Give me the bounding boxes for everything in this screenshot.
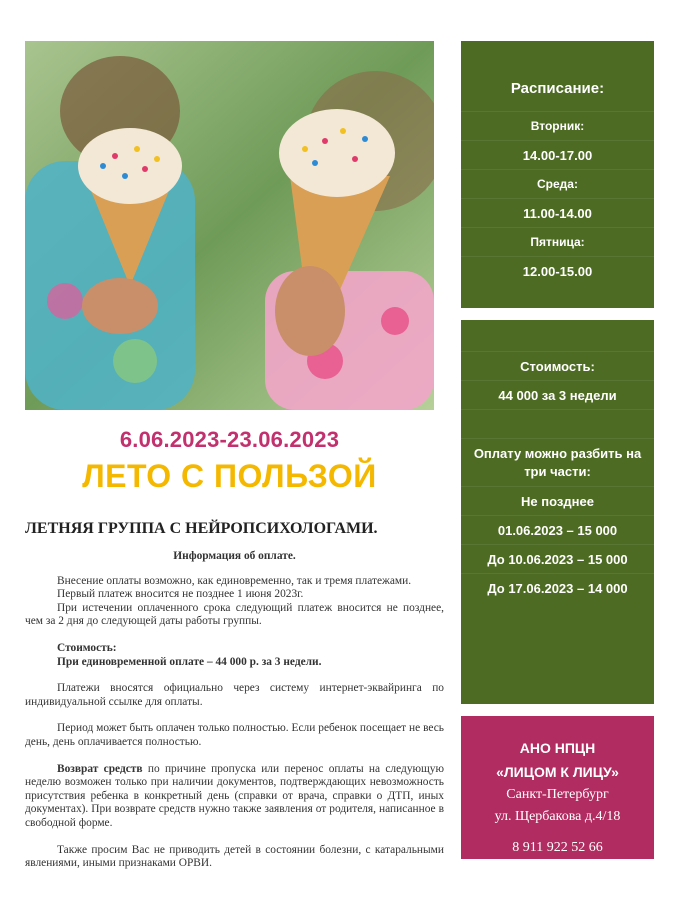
org-phone: 8 911 922 52 66 xyxy=(512,840,603,855)
org-address: ул. Щербакова д.4/18 xyxy=(494,809,621,824)
schedule-panel xyxy=(461,41,654,308)
cost-label: Стоимость: xyxy=(57,641,117,654)
payment-paragraph: Период может быть оплачен только полностью. Если ребенок посещает не весь день, день оплачивается полностью. xyxy=(25,722,444,748)
schedule-time: 12.00-15.00 xyxy=(461,256,654,285)
payment-info-section xyxy=(25,550,444,871)
org-brand: «ЛИЦОМ К ЛИЦУ» xyxy=(496,764,619,780)
cost-panel-payment: До 10.06.2023 – 15 000 xyxy=(461,544,654,573)
organization-panel xyxy=(461,716,654,859)
cost-panel-payment: 01.06.2023 – 15 000 xyxy=(461,515,654,544)
payment-paragraph: Первый платеж вносится не позднее 1 июня 2023г. xyxy=(57,588,304,601)
cost-panel-value: 44 000 за 3 недели xyxy=(461,380,654,409)
children-ice-cream-image xyxy=(25,41,434,410)
event-dates: 6.06.2023-23.06.2023 xyxy=(119,427,340,452)
payment-paragraph: Внесение оплаты возможно, как единовременно, так и тремя платежами. xyxy=(57,574,412,587)
cost-panel-deadline: Не позднее xyxy=(461,486,654,515)
payment-info-heading: Информация об оплате. xyxy=(173,550,296,562)
cost-panel-payment: До 17.06.2023 – 14 000 xyxy=(461,573,654,602)
schedule-day: Вторник: xyxy=(461,111,654,140)
refund-paragraph xyxy=(25,763,444,831)
schedule-time: 14.00-17.00 xyxy=(461,140,654,169)
schedule-day: Пятница: xyxy=(461,227,654,256)
health-paragraph: Также просим Вас не приводить детей в состоянии болезни, с катаральными явлениями, иными признаками ОРВИ. xyxy=(25,843,444,870)
cost-line: При единовременной оплате – 44 000 р. за 3 недели. xyxy=(57,655,322,668)
payment-paragraph: При истечении оплаченного срока следующий платеж вносится не позднее, чем за 2 дня до следующей даты работы группы. xyxy=(25,601,444,628)
cost-panel-label: Стоимость: xyxy=(461,351,654,380)
schedule-day: Среда: xyxy=(461,169,654,198)
refund-text: по причине пропуска или перенос оплаты на следующую неделю возможен только при наличии документов, подтверждающих невозможность присутствия ребенка в конкретный день (справки от врача, справки о ДТП, иных документах). При возврате средств нужно также заявления от родителя, написанное в свободной форме. xyxy=(25,762,445,829)
cost-panel-split: Оплату можно разбить на три части: xyxy=(461,438,654,486)
refund-label: Возврат средств xyxy=(57,762,143,775)
cost-panel xyxy=(461,320,654,704)
org-name: АНО НПЦН xyxy=(519,740,596,756)
schedule-heading: Расписание: xyxy=(510,80,605,97)
hero-photo xyxy=(25,41,434,410)
payment-paragraph: Платежи вносятся официально через систему интернет-эквайринга по индивидуальной ссылке для оплаты. xyxy=(25,682,444,708)
org-city: Санкт-Петербург xyxy=(506,787,609,802)
event-subtitle: ЛЕТНЯЯ ГРУППА С НЕЙРОПСИХОЛОГАМИ. xyxy=(25,520,378,537)
schedule-time: 11.00-14.00 xyxy=(461,198,654,227)
cost-panel-spacer xyxy=(461,409,654,438)
event-title: ЛЕТО С ПОЛЬЗОЙ xyxy=(82,458,377,494)
